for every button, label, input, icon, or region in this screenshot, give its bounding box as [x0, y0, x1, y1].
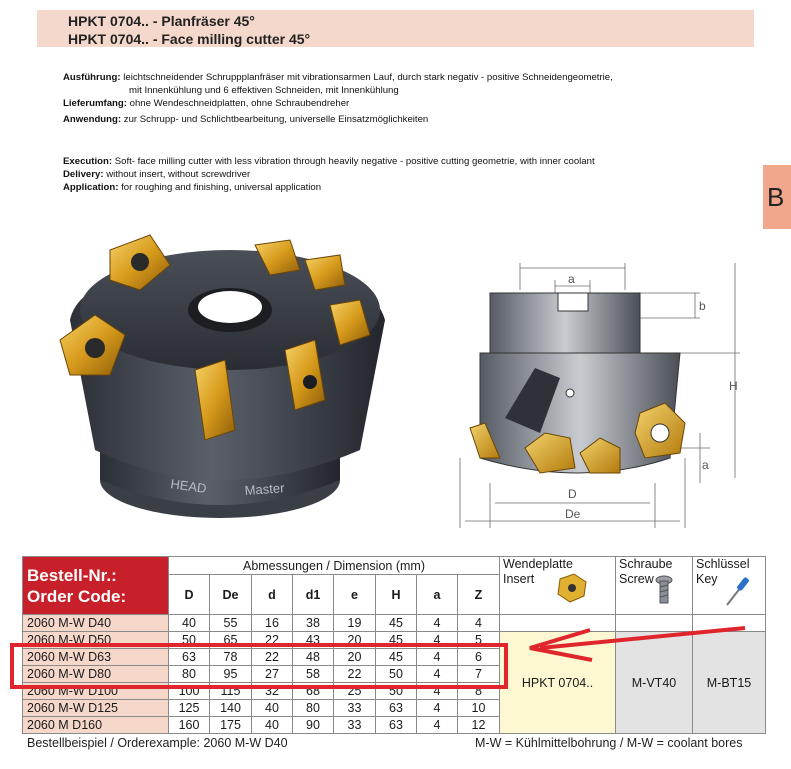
dimension-cell: 45 [376, 649, 417, 666]
dim-label-a-top: a [568, 272, 575, 286]
dimension-cell: 20 [334, 649, 376, 666]
dimension-cell: 22 [252, 632, 293, 649]
dimension-cell: 125 [169, 700, 210, 717]
dim-label-d: D [568, 487, 577, 501]
order-table-body [23, 615, 766, 734]
dimension-cell: 27 [252, 666, 293, 683]
key-value: M-BT15 [693, 632, 766, 734]
dimension-cell: 5 [458, 632, 500, 649]
title-german: HPKT 0704.. - Planfräser 45° [68, 13, 255, 29]
dimension-cell: 4 [417, 717, 458, 734]
screw-header [616, 557, 693, 615]
dim-label-b: b [699, 299, 706, 313]
desc-application-text: for roughing and finishing, universal application [121, 182, 322, 193]
dimension-cell: 175 [210, 717, 252, 734]
dimension-cell: 63 [376, 700, 417, 717]
dimension-cell: 58 [293, 666, 334, 683]
section-tab-b[interactable] [763, 165, 791, 229]
engraving-master: Master [244, 480, 285, 498]
insert-icon [552, 573, 592, 603]
screw-top-cell [616, 615, 693, 632]
dimension-cell: 40 [169, 615, 210, 632]
desc-application-label: Application: [63, 182, 119, 193]
desc-delivery-label: Delivery: [63, 169, 104, 180]
insert-header-en: Insert [503, 572, 535, 586]
order-code-en: Order Code: [27, 586, 127, 606]
dimension-cell: 45 [376, 615, 417, 632]
dimension-cell: 4 [417, 666, 458, 683]
dimension-cell: 95 [210, 666, 252, 683]
insert-top-cell [500, 615, 616, 632]
key-header-de: Schlüssel [696, 557, 750, 571]
order-code-cell: 2060 M-W D40 [23, 615, 169, 632]
order-code-de: Bestell-Nr.: [27, 565, 117, 585]
desc-anwendung-label: Anwendung: [63, 114, 122, 125]
key-header [693, 557, 766, 615]
screw-header-en: Screw [619, 572, 654, 586]
desc-ausfuehrung [63, 72, 613, 85]
order-code-cell: 2060 M-W D80 [23, 666, 169, 683]
dimension-cell: 7 [458, 666, 500, 683]
order-code-cell: 2060 M-W D125 [23, 700, 169, 717]
col-header-h: H [376, 575, 417, 615]
dimension-cell: 50 [169, 632, 210, 649]
dimension-cell: 40 [252, 700, 293, 717]
desc-ausfuehrung-text: leichtschneidender Schruppplanfräser mit vibrationsarmen Lauf, durch stark negativ - positive Schneidengeometrie, [123, 72, 613, 83]
desc-application [63, 182, 321, 195]
dimension-cell: 63 [376, 717, 417, 734]
table-row[interactable] [23, 632, 766, 649]
key-top-cell [693, 615, 766, 632]
screw-icon [654, 575, 674, 607]
dimension-cell: 68 [293, 683, 334, 700]
dimension-cell: 19 [334, 615, 376, 632]
section-tab-label: B [767, 182, 785, 212]
dimension-cell: 50 [376, 683, 417, 700]
desc-delivery-text: without insert, without screwdriver [106, 169, 251, 180]
dimension-cell: 100 [169, 683, 210, 700]
insert-header-de: Wendeplatte [503, 557, 573, 571]
dimension-cell: 80 [169, 666, 210, 683]
dimension-cell: 115 [210, 683, 252, 700]
dimension-cell: 65 [210, 632, 252, 649]
dimension-cell: 10 [458, 700, 500, 717]
desc-lieferumfang-text: ohne Wendeschneidplatten, ohne Schraubendreher [129, 98, 350, 109]
dimension-cell: 33 [334, 717, 376, 734]
desc-execution-text: Soft- face milling cutter with less vibration through heavily negative - positive cutting geometrie, with inner coolant [114, 156, 595, 167]
key-header-en: Key [696, 572, 718, 586]
dim-label-h: H [729, 379, 738, 393]
dimension-cell: 160 [169, 717, 210, 734]
dimension-cell: 80 [293, 700, 334, 717]
order-code-cell: 2060 M-W D63 [23, 649, 169, 666]
order-code-cell: 2060 M D160 [23, 717, 169, 734]
dimension-header: Abmessungen / Dimension (mm) [169, 557, 500, 575]
dimension-cell: 4 [417, 649, 458, 666]
desc-lieferumfang [63, 98, 349, 111]
col-header-d: D [169, 575, 210, 615]
desc-anwendung-text: zur Schrupp- und Schlichtbearbeitung, universelle Einsatzmöglichkeiten [123, 114, 429, 125]
dimension-cell: 50 [376, 666, 417, 683]
dimension-cell: 22 [334, 666, 376, 683]
dimension-cell: 33 [334, 700, 376, 717]
desc-delivery [63, 169, 250, 182]
order-table [22, 556, 766, 734]
dimension-cell: 4 [417, 615, 458, 632]
dimension-cell: 4 [417, 632, 458, 649]
screwdriver-icon [723, 575, 753, 607]
col-header-z: Z [458, 575, 500, 615]
engraving-head: HEAD [169, 476, 208, 496]
dimension-cell: 32 [252, 683, 293, 700]
dimension-cell: 4 [417, 683, 458, 700]
dimension-cell: 45 [376, 632, 417, 649]
dimension-cell: 38 [293, 615, 334, 632]
product-photo [40, 210, 410, 540]
col-header-a: a [417, 575, 458, 615]
desc-lieferumfang-label: Lieferumfang: [63, 98, 127, 109]
col-header-d-small: d [252, 575, 293, 615]
dimension-cell: 20 [334, 632, 376, 649]
dimension-cell: 40 [252, 717, 293, 734]
col-header-d1: d1 [293, 575, 334, 615]
dim-label-de: De [565, 507, 581, 521]
dim-label-a-right: a [702, 458, 709, 472]
col-header-e: e [334, 575, 376, 615]
dimension-cell: 140 [210, 700, 252, 717]
order-example: Bestellbeispiel / Orderexample: 2060 M-W D40 [27, 736, 288, 750]
dimension-cell: 4 [417, 700, 458, 717]
dimension-cell: 43 [293, 632, 334, 649]
screw-value: M-VT40 [616, 632, 693, 734]
col-header-de: De [210, 575, 252, 615]
order-code-cell: 2060 M-W D100 [23, 683, 169, 700]
insert-header [500, 557, 616, 615]
insert-value: HPKT 0704.. [500, 632, 616, 734]
desc-ausfuehrung-label: Ausführung: [63, 72, 121, 83]
dimension-cell: 6 [458, 649, 500, 666]
desc-ausfuehrung-cont: mit Innenkühlung und 6 effektiven Schneiden, mit Innenkühlung [129, 85, 399, 96]
order-code-cell: 2060 M-W D50 [23, 632, 169, 649]
dimension-cell: 25 [334, 683, 376, 700]
dimension-cell: 12 [458, 717, 500, 734]
dimension-cell: 90 [293, 717, 334, 734]
dimension-cell: 8 [458, 683, 500, 700]
screw-header-de: Schraube [619, 557, 673, 571]
dimension-cell: 63 [169, 649, 210, 666]
order-code-header [23, 557, 169, 615]
dimension-cell: 48 [293, 649, 334, 666]
table-row[interactable] [23, 615, 766, 632]
coolant-note: M-W = Kühlmittelbohrung / M-W = coolant bores [475, 736, 743, 750]
technical-drawing [440, 258, 770, 538]
desc-execution-label: Execution: [63, 156, 113, 167]
desc-execution [63, 156, 595, 169]
dimension-cell: 4 [458, 615, 500, 632]
dimension-cell: 16 [252, 615, 293, 632]
desc-anwendung [63, 114, 428, 127]
dimension-cell: 22 [252, 649, 293, 666]
dimension-cell: 55 [210, 615, 252, 632]
title-english: HPKT 0704.. - Face milling cutter 45° [68, 31, 311, 47]
dimension-cell: 78 [210, 649, 252, 666]
